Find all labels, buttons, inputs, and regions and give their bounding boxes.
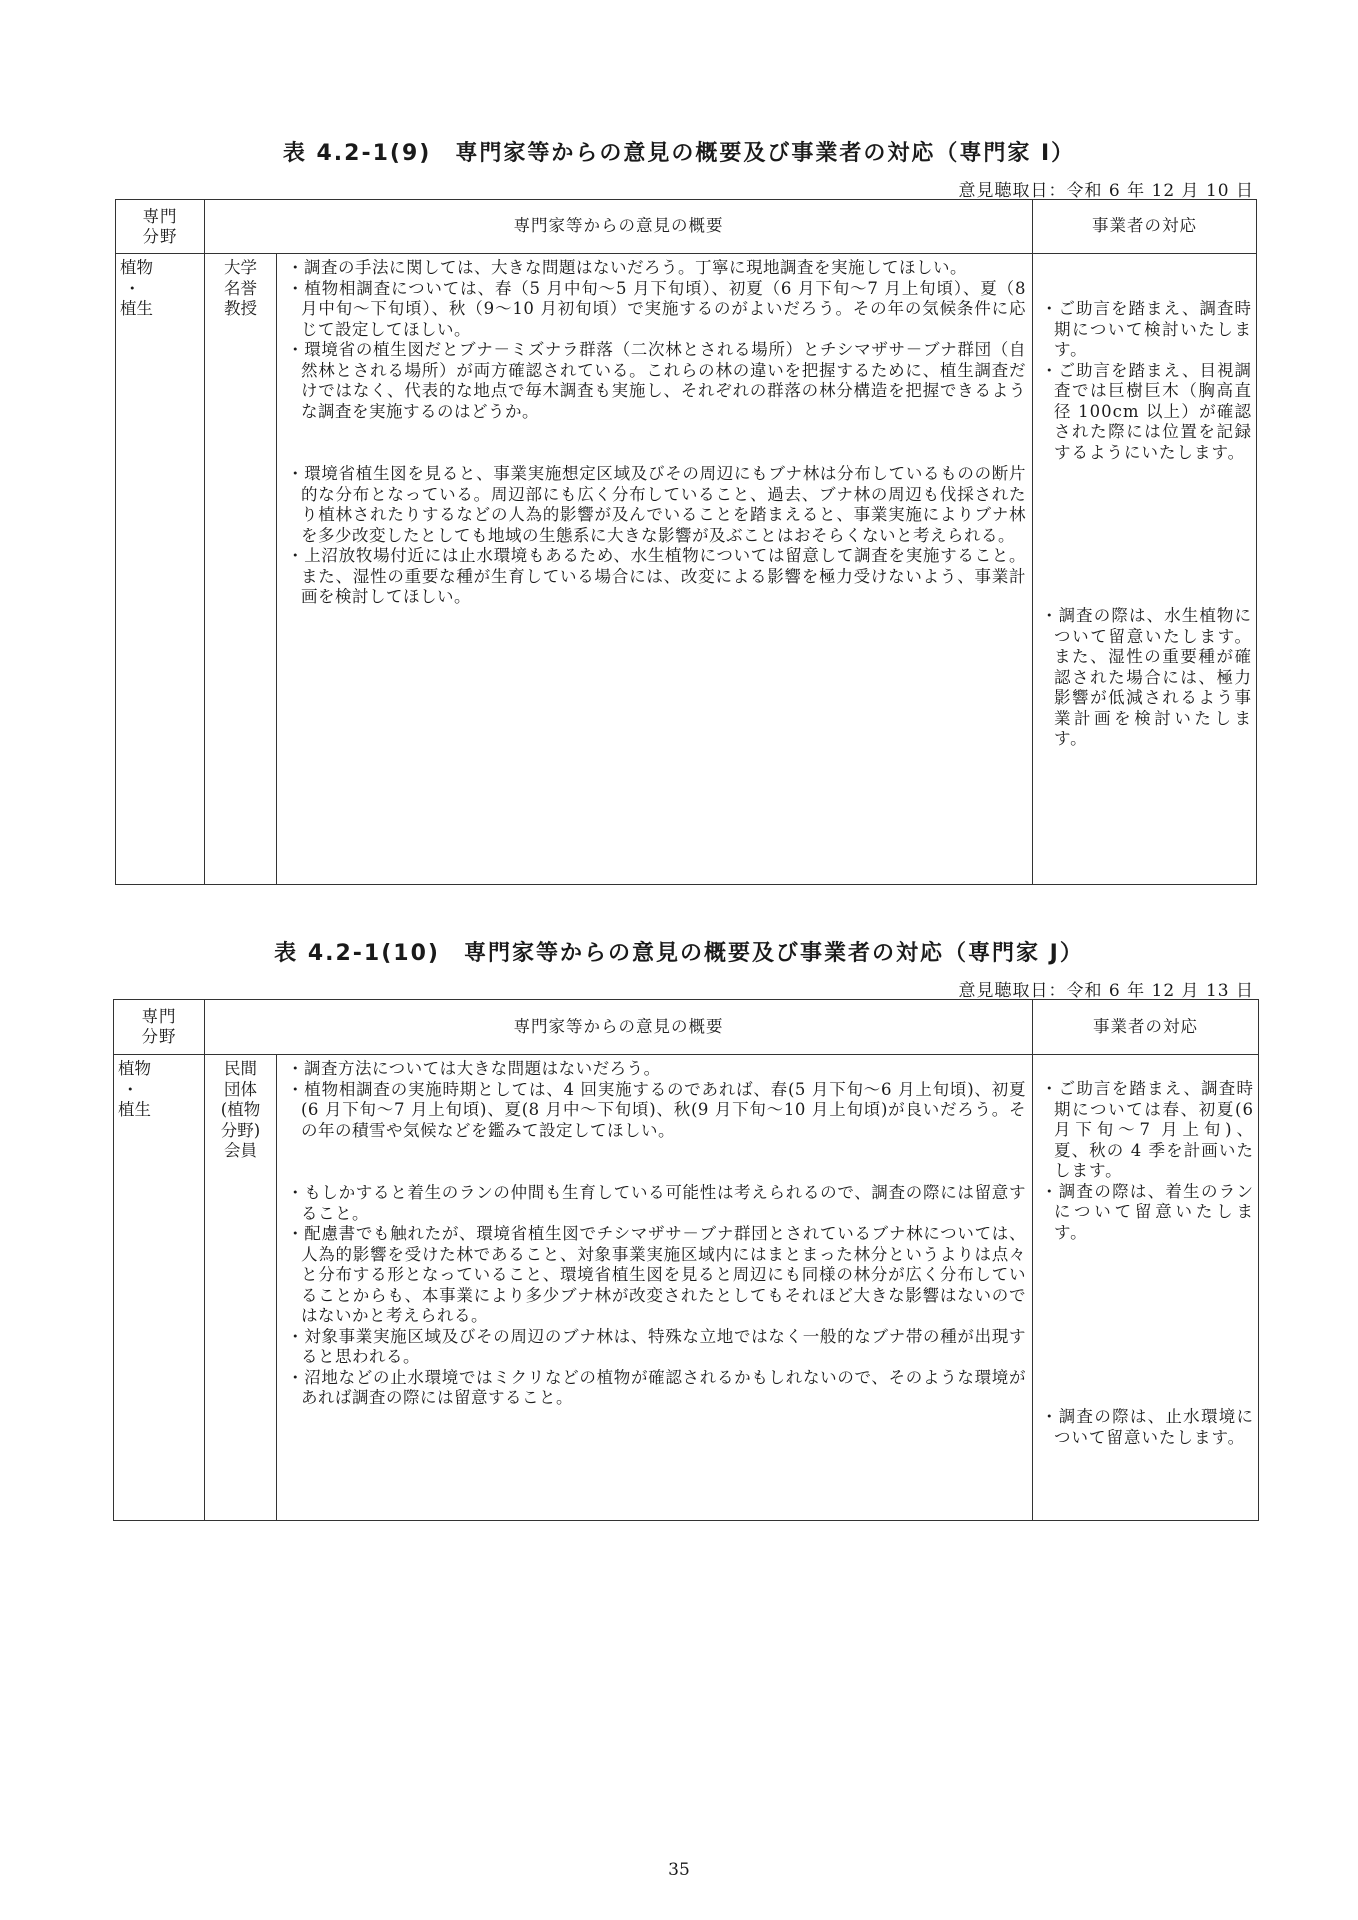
response-cell xyxy=(1033,254,1257,885)
header-opinions: 専門家等からの意見の概要 xyxy=(205,1000,1033,1055)
table-caption: 表 4.2-1(10) 専門家等からの意見の概要及び事業者の対応（専門家 J） xyxy=(274,941,1084,966)
opinion-item: ・沼地などの止水環境ではミクリなどの植物が確認されるかもしれないので、そのような環境があれば調査の際には留意すること。 xyxy=(287,1367,1026,1407)
opinion-item: ・調査方法については大きな問題はないだろう。 xyxy=(287,1059,661,1078)
table-caption: 表 4.2-1(9) 専門家等からの意見の概要及び事業者の対応（専門家 I） xyxy=(282,141,1076,166)
opinion-item: ・上沼放牧場付近には止水環境もあるため、水生植物については留意して調査を実施すること。また、湿性の重要な種が生育している場合には、改変による影響を極力受けないよう、事業計画を検討してほしい。 xyxy=(287,546,1026,606)
response-item: ・ご助言を踏まえ、調査時期については春、初夏(6 月下旬〜7 月上旬)、夏、秋の 4 季を計画いたします。 xyxy=(1041,1079,1254,1180)
hearing-date: 意見聴取日：令和 6 年 12 月 13 日 xyxy=(958,981,1254,1001)
response-cell xyxy=(1033,1055,1259,1521)
opinion-item: ・環境省植生図を見ると、事業実施想定区域及びその周辺にもブナ林は分布しているものの断片的な分布となっている。周辺部にも広く分布していること、過去、ブナ林の周辺も伐採されたり植林されたりするなどの人為的影響が及んでいることを踏まえると、事業実施によりブナ林を多少改変したとしても地域の生態系に大きな影響が及ぶことはおそらくないと考えられる。 xyxy=(287,464,1026,545)
opinion-item: ・対象事業実施区域及びその周辺のブナ林は、特殊な立地ではなく一般的なブナ帯の種が出現すると思われる。 xyxy=(287,1326,1026,1366)
opinions-cell xyxy=(277,254,1033,885)
opinion-item: ・植物相調査の実施時期としては、4 回実施するのであれば、春(5 月下旬〜6 月上旬頃)、初夏(6 月下旬〜7 月上旬頃)、夏(8 月中〜下旬頃)、秋(9 月下旬〜10 月上旬頃)が良いだろう。その年の積雪や気候などを鑑みて設定してほしい。 xyxy=(287,1079,1026,1140)
table-9-section xyxy=(0,136,1358,167)
response-item: ・調査の際は、止水環境について留意いたします。 xyxy=(1041,1407,1254,1447)
response-item: ・ご助言を踏まえ、目視調査では巨樹巨木（胸高直径 100cm 以上）が確認された際には位置を記録するようにいたします。 xyxy=(1041,360,1252,462)
response-item: ・調査の際は、水生植物について留意いたします。また、湿性の重要種が確認された場合には、極力影響が低減されるよう事業計画を検討いたします。 xyxy=(1041,606,1252,748)
header-response: 事業者の対応 xyxy=(1033,1000,1259,1055)
header-response: 事業者の対応 xyxy=(1033,200,1257,254)
opinion-table-expert-j xyxy=(113,999,1259,1521)
header-field: 専門分野 xyxy=(114,1000,205,1055)
header-field: 専門分野 xyxy=(116,200,205,254)
page-number: 35 xyxy=(668,1860,690,1880)
response-item: ・ご助言を踏まえ、調査時期について検討いたします。 xyxy=(1041,299,1252,359)
table-10-section xyxy=(0,936,1358,967)
organization-cell: 民間 団体 (植物 分野) 会員 xyxy=(205,1055,277,1521)
opinion-item: ・植物相調査については、春（5 月中旬〜5 月下旬頃）、初夏（6 月下旬〜7 月上旬頃）、夏（8 月中旬〜下旬頃）、秋（9〜10 月初旬頃）で実施するのがよいだろう。その年の気候条件に応じて設定してほしい。 xyxy=(287,278,1026,339)
header-opinions: 専門家等からの意見の概要 xyxy=(205,200,1033,254)
organization-cell: 大学 名誉 教授 xyxy=(205,254,277,885)
field-cell: 植物 ・ 植生 xyxy=(114,1055,205,1521)
opinion-table-expert-i xyxy=(115,199,1257,885)
hearing-date: 意見聴取日：令和 6 年 12 月 10 日 xyxy=(958,181,1254,201)
opinion-item: ・調査の手法に関しては、大きな問題はないだろう。丁寧に現地調査を実施してほしい。 xyxy=(287,258,967,277)
response-item: ・調査の際は、着生のランについて留意いたします。 xyxy=(1041,1181,1254,1242)
opinion-item: ・配慮書でも触れたが、環境省植生図でチシマザサ－ブナ群団とされているブナ林については、人為的影響を受けた林であること、対象事業実施区域内にはまとまった林分というよりは点々と分布する形となっていること、環境省植生図を見ると周辺にも同様の林分が広く分布していることからも、本事業により多少ブナ林が改変されたとしてもそれほど大きな影響はないのではないかと考えられる。 xyxy=(287,1224,1026,1325)
opinion-item: ・もしかすると着生のランの仲間も生育している可能性は考えられるので、調査の際には留意すること。 xyxy=(287,1183,1026,1223)
opinion-item: ・環境省の植生図だとブナ－ミズナラ群落（二次林とされる場所）とチシマザサ－ブナ群団（自然林とされる場所）が両方確認されている。これらの林の違いを把握するために、植生調査だけではなく、代表的な地点で毎木調査も実施し、それぞれの群落の林分構造を把握できるような調査を実施するのはどうか。 xyxy=(287,340,1026,421)
opinions-cell xyxy=(277,1055,1033,1521)
field-cell: 植物 ・ 植生 xyxy=(116,254,205,885)
